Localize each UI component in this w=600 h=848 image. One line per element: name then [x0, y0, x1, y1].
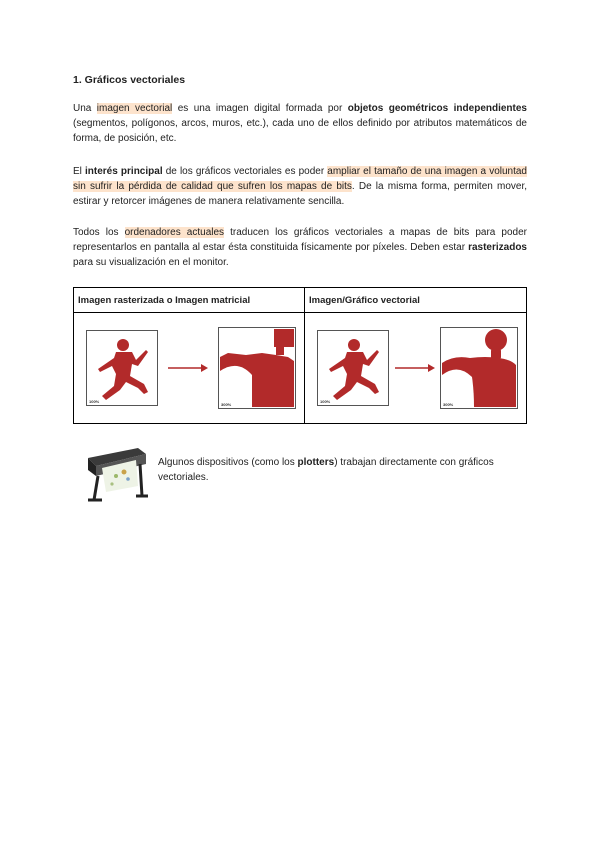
text: El — [73, 166, 86, 177]
zoom-label: 300% — [443, 402, 454, 407]
zoom-label: 100% — [89, 399, 100, 404]
bold-term: rasterizados — [468, 242, 527, 254]
text: Una — [73, 103, 97, 114]
highlighted-term: imagen vectorial — [96, 103, 173, 114]
bold-term: objetos geométricos independientes — [347, 103, 527, 114]
text: . De la misma forma, permiten mover, estirar y retorcer imágenes de manera relativamente sencilla. — [73, 181, 528, 208]
text: traducen los gráficos vectoriales a mapas de bits para poder representarlos en pantalla al estar ésta constituida físicamente por píxeles. Deben estar — [73, 227, 527, 254]
text: (segmentos, polígonos, arcos, muros, etc.), cada uno de ellos definido por atributos matemáticos de forma, de posición, etc. — [73, 118, 527, 145]
table-header-vector: Imagen/Gráfico vectorial — [305, 288, 527, 313]
text: ) trabajan directamente con gráficos vectoriales. — [158, 457, 494, 484]
arrow-right-icon — [167, 363, 209, 373]
bold-term: plotters — [297, 457, 335, 468]
raster-large-image — [218, 327, 296, 409]
vector-small-image — [317, 330, 389, 406]
comparison-table — [73, 287, 527, 424]
arrow-right-icon — [394, 363, 436, 373]
vector-images-cell — [305, 313, 527, 424]
text: Algunos dispositivos (como los — [158, 457, 298, 468]
zoom-label: 100% — [320, 399, 331, 404]
highlighted-phrase: ampliar el tamaño de una imagen a voluntad sin sufrir la pérdida de calidad que sufren los mapas de bits — [73, 166, 527, 193]
text: Todos los — [73, 227, 125, 238]
paragraph-rasterization — [73, 225, 527, 271]
vector-large-image — [440, 327, 518, 409]
raster-small-image — [86, 330, 158, 406]
plotter-caption — [158, 455, 528, 485]
text: para su visualización en el monitor. — [73, 257, 229, 269]
text: es una imagen digital formada por — [172, 103, 348, 114]
section-heading: 1. Gráficos vectoriales — [73, 74, 186, 86]
table-header-raster: Imagen rasterizada o Imagen matricial — [74, 288, 305, 313]
highlighted-term: ordenadores actuales — [124, 227, 225, 238]
plotter-image — [80, 446, 150, 504]
paragraph-interest — [73, 164, 527, 210]
zoom-label: 300% — [221, 402, 232, 407]
bold-term: interés principal — [85, 166, 163, 177]
raster-images-cell — [74, 313, 305, 424]
text: de los gráficos vectoriales es poder — [162, 166, 328, 177]
paragraph-definition — [73, 101, 527, 147]
